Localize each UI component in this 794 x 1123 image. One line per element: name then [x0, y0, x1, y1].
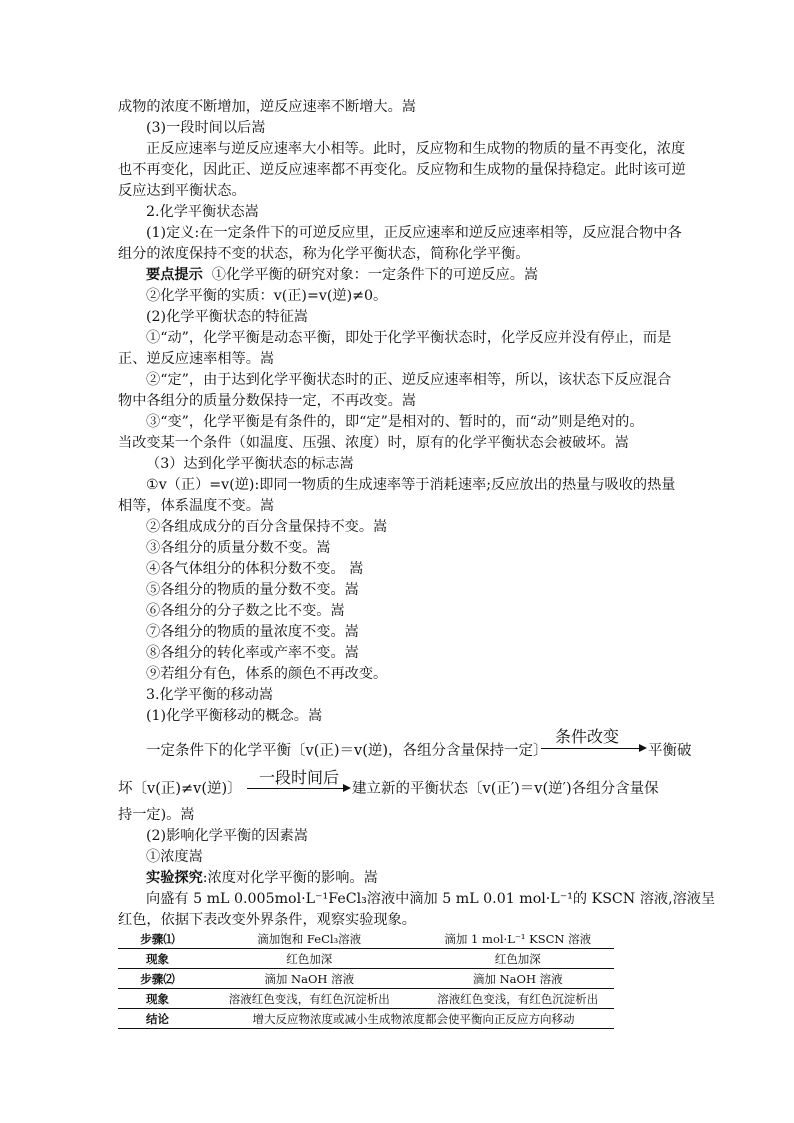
text-line: 正、逆反应速率相等。嵩	[118, 351, 275, 367]
table-cell: 红色加深	[422, 949, 614, 969]
list-item: ⑦各组分的物质的量浓度不变。嵩	[146, 624, 359, 640]
text-line: 相等，体系温度不变。嵩	[118, 498, 275, 514]
arrow-head-icon	[639, 744, 647, 752]
text-line: (2)影响化学平衡的因素嵩	[146, 828, 308, 844]
arrow-label: 条件改变	[555, 727, 620, 746]
text-line: 物中各组分的质量分数保持一定，不再改变。嵩	[118, 393, 416, 409]
table-cell: 增大反应物浓度或减小生成物浓度都会使平衡向正反应方向移动	[213, 1009, 614, 1029]
table-cell: 滴加 NaOH 溶液	[213, 969, 405, 989]
equation-text: 一定条件下的化学平衡〔v(正)＝v(逆)，各组分含量保持一定〕	[146, 743, 548, 759]
experiment-label: 实验探究	[146, 870, 203, 886]
list-item: ②各组成成分的百分含量保持不变。嵩	[146, 519, 388, 535]
text-line: ③“变”，化学平衡是有条件的，即“定”是相对的、暂时的，而“动”则是绝对的。	[146, 414, 644, 430]
row-header: 现象	[118, 949, 197, 969]
table-cell: 滴加 NaOH 溶液	[422, 969, 614, 989]
arrow-head-icon	[343, 784, 351, 792]
section-heading: 2.化学平衡状态嵩	[146, 204, 259, 220]
table-row	[118, 1009, 614, 1029]
text-line: （3）达到化学平衡状态的标志嵩	[146, 456, 354, 472]
text-line: 成物的浓度不断增加，逆反应速率不断增大。嵩	[118, 99, 416, 115]
table-row	[118, 949, 614, 969]
text-line: ①“动”，化学平衡是动态平衡，即处于化学平衡状态时，化学反应并没有停止，而是	[146, 330, 672, 346]
list-item: ⑧各组分的转化率或产率不变。嵩	[146, 645, 359, 661]
row-header: 现象	[118, 989, 197, 1009]
table-row	[118, 929, 614, 949]
key-points-label: 要点提示	[146, 267, 203, 283]
table-cell: 溶液红色变浅，有红色沉淀析出	[213, 989, 405, 1009]
equation-text: 平衡破	[648, 743, 692, 759]
table-row	[118, 989, 614, 1009]
text-line: 也不再变化，因此正、逆反应速率都不再变化。反应物和生成物的量保持稳定。此时该可逆	[118, 162, 686, 178]
text-line: 向盛有 5 mL 0.005mol·L⁻¹FeCl₃溶液中滴加 5 mL 0.01 mol·L⁻¹的 KSCN 溶液,溶液呈	[146, 891, 716, 907]
arrow-label: 一段时间后	[259, 768, 340, 787]
text-line: ①v（正）=v(逆):即同一物质的生成速率等于消耗速率;反应放出的热量与吸收的热量	[146, 477, 676, 493]
table-cell: 滴加 1 mol·L⁻¹ KSCN 溶液	[422, 929, 614, 949]
row-header: 步骤⑴	[118, 929, 197, 949]
experiment-table	[118, 929, 614, 1029]
text-line: 反应达到平衡状态。	[118, 183, 246, 199]
list-item: ④各气体组分的体积分数不变。 嵩	[146, 561, 364, 577]
text-line: ①浓度嵩	[146, 849, 203, 865]
table-row	[118, 969, 614, 989]
table-cell: 红色加深	[213, 949, 405, 969]
text-line	[146, 869, 378, 887]
text-line: 持一定)。嵩	[118, 807, 195, 823]
row-header: 结论	[118, 1009, 197, 1029]
section-heading: 3.化学平衡的移动嵩	[146, 687, 274, 703]
experiment-title: :浓度对化学平衡的影响。嵩	[202, 870, 378, 886]
reaction-arrow	[541, 724, 647, 760]
text-line: (1)化学平衡移动的概念。嵩	[146, 708, 323, 724]
text-line: ②“定”，由于达到化学平衡状态时的正、逆反应速率相等，所以，该状态下反应混合	[146, 372, 672, 388]
list-item: ⑨若组分有色，体系的颜色不再改变。	[146, 666, 388, 682]
list-item: ⑥各组分的分子数之比不变。嵩	[146, 603, 345, 619]
text-line: (3)一段时间以后嵩	[146, 120, 266, 136]
text-line: (1)定义:在一定条件下的可逆反应里，正反应速率和逆反应速率相等，反应混合物中各	[146, 225, 682, 241]
table-cell: 滴加饱和 FeCl₃溶液	[213, 929, 405, 949]
arrow-shaft	[541, 748, 641, 749]
text-line: 红色，依据下表改变外界条件，观察实验现象。	[118, 912, 416, 928]
arrow-shaft	[247, 788, 345, 789]
text-line	[146, 266, 538, 284]
key-points-text: ①化学平衡的研究对象：一定条件下的可逆反应。嵩	[211, 267, 539, 283]
text-line: 组分的浓度保持不变的状态，称为化学平衡状态，简称化学平衡。	[118, 246, 530, 262]
table-cell: 溶液红色变浅，有红色沉淀析出	[422, 989, 614, 1009]
equation-text: 建立新的平衡状态〔v(正′)＝v(逆′)各组分含量保	[352, 781, 659, 797]
text-line: 正反应速率与逆反应速率大小相等。此时，反应物和生成物的物质的量不再变化，浓度	[146, 141, 686, 157]
reaction-arrow	[247, 763, 353, 799]
text-line: 当改变某一个条件（如温度、压强、浓度）时，原有的化学平衡状态会被破坏。嵩	[118, 435, 629, 451]
list-item: ③各组分的质量分数不变。嵩	[146, 540, 331, 556]
row-header: 步骤⑵	[118, 969, 197, 989]
text-line: (2)化学平衡状态的特征嵩	[146, 309, 308, 325]
text-line: ②化学平衡的实质：v(正)=v(逆)≠0。	[146, 288, 388, 304]
equation-text: 坏〔v(正)≠v(逆)〕	[118, 781, 242, 797]
list-item: ⑤各组分的物质的量分数不变。嵩	[146, 582, 359, 598]
